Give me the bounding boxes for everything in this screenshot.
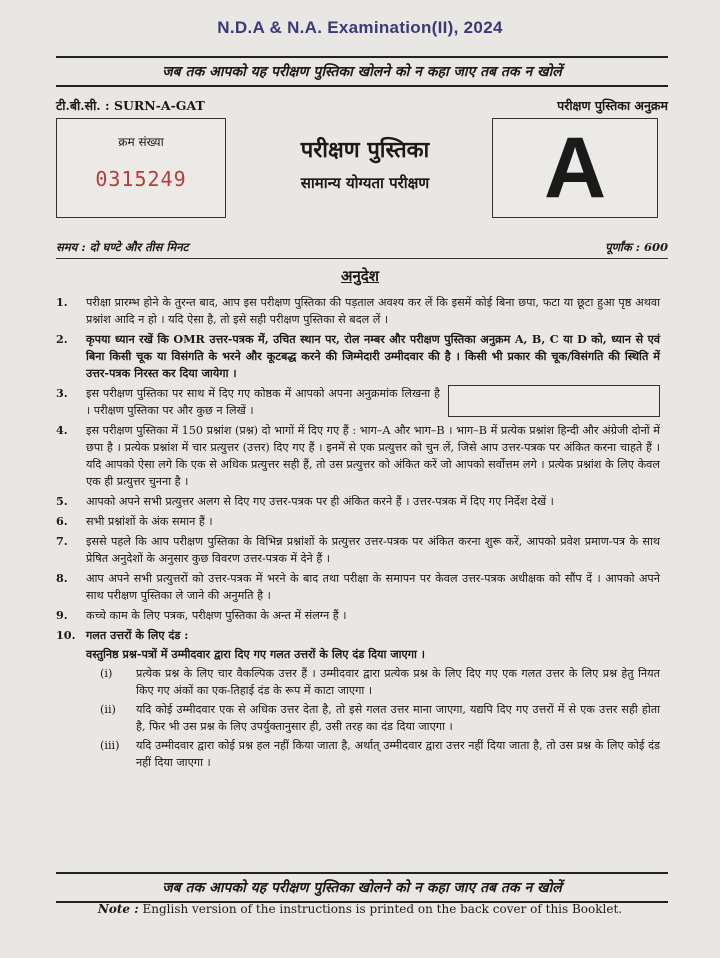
instruction-item-penalty: [56, 627, 660, 771]
instruction-text: सभी प्रश्नांशों के अंक समान हैं ।: [86, 515, 213, 528]
instruction-item: [56, 493, 660, 510]
note-label: Note :: [97, 902, 139, 916]
instruction-item: [56, 570, 660, 604]
instruction-number: 4.: [56, 423, 68, 437]
instruction-text: कृपया ध्यान रखें कि OMR उत्तर-पत्रक में, उचित स्थान पर, रोल नम्बर और परीक्षण पुस्तिका अनुक्रम A, B, C या D को, ध्यान से एवं बिना किसी चूक या विसंगति के भरने और कूटबद्ध करने की जिम्मेदारी उम्मीदवार की है । किसी भी प्रकार की चूक/विसंगति की स्थिति में उत्तर-पत्रक निरस्त कर दिया जायेगा ।: [86, 332, 660, 380]
booklet-title: परीक्षण पुस्तिका: [300, 137, 430, 163]
instruction-item: [56, 331, 660, 382]
instruction-text: आपको अपने सभी प्रत्युत्तर अलग से दिए गए उत्तर-पत्रक पर ही अंकित करने हैं । उत्तर-पत्रक में दिए गए निर्देश देखें ।: [86, 495, 554, 508]
serial-label: क्रम संख्या: [118, 135, 164, 149]
instruction-number: 8.: [56, 571, 68, 585]
serial-number: 0315249: [95, 167, 187, 191]
time-allowed: समय : दो घण्टे और तीस मिनट: [56, 240, 189, 254]
instructions-list: [56, 294, 660, 774]
instruction-number: 5.: [56, 494, 68, 508]
instruction-number: 6.: [56, 514, 68, 528]
divider: [56, 258, 668, 259]
instruction-text: इस परीक्षण पुस्तिका में 150 प्रश्नांश (प्रश्न) दो भागों में दिए गए हैं : भाग–A और भाग–B । भाग–B में प्रत्येक प्रश्नांश हिन्दी और अंग्रेजी दोनों में छपा है । प्रत्येक प्रश्नांश में चार प्रत्युत्तर (उत्तर) दिए गए हैं । इनमें से एक प्रत्युत्तर को चुन लें, जिसे आप उत्तर-पत्रक पर अंकित करना चाहते हैं । यदि आपको ऐसा लगे कि एक से अधिक प्रत्युत्तर सही हैं, तो उस प्रत्युत्तर को अंकित करें जो आपको सर्वोत्तम लगे । प्रत्येक प्रश्नांश के लिए केवल एक ही प्रत्युत्तर चुनना है ।: [86, 424, 660, 488]
series-box: [492, 118, 658, 218]
instruction-item: [56, 513, 660, 530]
instruction-text: परीक्षा प्रारम्भ होने के तुरन्त बाद, आप इस परीक्षण पुस्तिका की पड़ताल अवश्य कर लें कि इसमें कोई बिना छपा, फटा या छूटा हुआ पृष्ठ अथवा प्रश्नांश आदि न हो । यदि ऐसा है, तो इसे सही परीक्षण पुस्तिका से बदल लें ।: [86, 296, 660, 326]
instruction-item: [56, 533, 660, 567]
english-note: [0, 902, 720, 916]
serial-number-box: [56, 118, 226, 218]
subitem-text: यदि उम्मीदवार द्वारा कोई प्रश्न हल नहीं किया जाता है, अर्थात्‌ उम्मीदवार द्वारा उत्तर नहीं दिया जाता है, तो उस प्रश्न के लिए कोई दंड नहीं दिया जाएगा ।: [136, 739, 660, 769]
penalty-subitem: [96, 737, 660, 771]
penalty-subitem: [96, 665, 660, 699]
banner-bottom: जब तक आपको यह परीक्षण पुस्तिका खोलने को न कहा जाए तब तक न खोलें: [56, 872, 668, 903]
instruction-item: [56, 294, 660, 328]
banner-top: जब तक आपको यह परीक्षण पुस्तिका खोलने को न कहा जाए तब तक न खोलें: [56, 56, 668, 87]
booklet-subtitle: सामान्य योग्यता परीक्षण: [300, 174, 430, 192]
instruction-item: [56, 422, 660, 490]
penalty-subtitle: वस्तुनिष्ठ प्रश्न-पत्रों में उम्मीदवार द्वारा दिए गए गलत उत्तरों के लिए दंड दिया जाएगा ।: [86, 647, 426, 661]
booklet-sequence-label: परीक्षण पुस्तिका अनुक्रम: [557, 98, 668, 113]
subitem-text: प्रत्येक प्रश्न के लिए चार वैकल्पिक उत्तर हैं । उम्मीदवार द्वारा प्रत्येक प्रश्न के लिए दिए गए एक गलत उत्तर के लिए प्रश्न हेतु नियत किए गए अंकों का एक-तिहाई दंड के रूप में काटा जाएगा ।: [136, 667, 660, 697]
series-letter: A: [543, 120, 607, 216]
instruction-text: आप अपने सभी प्रत्युत्तरों को उत्तर-पत्रक में भरने के बाद तथा परीक्षा के समापन पर केवल उत्तर-पत्रक अधीक्षक को सौंप दें । आपको अपने साथ परीक्षण पुस्तिका ले जाने की अनुमति है ।: [86, 572, 660, 602]
subitem-text: यदि कोई उम्मीदवार एक से अधिक उत्तर देता है, तो इसे गलत उत्तर माना जाएगा, यद्यपि दिए गए उत्तरों में से एक उत्तर सही होता है, फिर भी उस प्रश्न के लिए उपर्युक्तानुसार ही, उसी तरह का दंड दिया जाएगा ।: [136, 703, 660, 733]
instruction-number: 2.: [56, 332, 68, 346]
max-marks: पूर्णांक : 600: [605, 240, 668, 254]
instruction-number: 7.: [56, 534, 68, 548]
instruction-number: 1.: [56, 295, 68, 309]
instruction-text: इस परीक्षण पुस्तिका पर साथ में दिए गए कोष्ठक में आपको अपना अनुक्रमांक लिखना है । परीक्षण पुस्तिका पर और कुछ न लिखें ।: [86, 387, 440, 417]
instruction-number: 9.: [56, 608, 68, 622]
penalty-subitem: [96, 701, 660, 735]
instruction-text: कच्चे काम के लिए पत्रक, परीक्षण पुस्तिका के अन्त में संलग्न हैं ।: [86, 609, 347, 622]
instruction-item: [56, 607, 660, 624]
instruction-number: 10.: [56, 628, 76, 642]
instruction-text: इससे पहले कि आप परीक्षण पुस्तिका के विभिन्न प्रश्नांशों के प्रत्युत्तर उत्तर-पत्रक पर अंकित करना शुरू करें, आपको प्रवेश प्रमाण-पत्र के साथ प्रेषित अनुदेशों के अनुसार कुछ विवरण उत्तर-पत्रक में देने हैं ।: [86, 535, 660, 565]
instruction-item: [56, 385, 660, 419]
tbc-code: टी.बी.सी. : SURN-A-GAT: [56, 98, 205, 113]
roll-number-box[interactable]: [448, 385, 660, 417]
instruction-number: 3.: [56, 386, 68, 400]
subitem-number: (iii): [100, 739, 120, 752]
penalty-title: गलत उत्तरों के लिए दंड :: [86, 628, 189, 642]
note-text: English version of the instructions is printed on the back cover of this Booklet.: [142, 902, 623, 916]
exam-title: N.D.A & N.A. Examination(II), 2024: [217, 18, 503, 37]
subitem-number: (ii): [100, 703, 116, 716]
subitem-number: (i): [100, 667, 113, 680]
instructions-heading: अनुदेश: [341, 267, 379, 285]
